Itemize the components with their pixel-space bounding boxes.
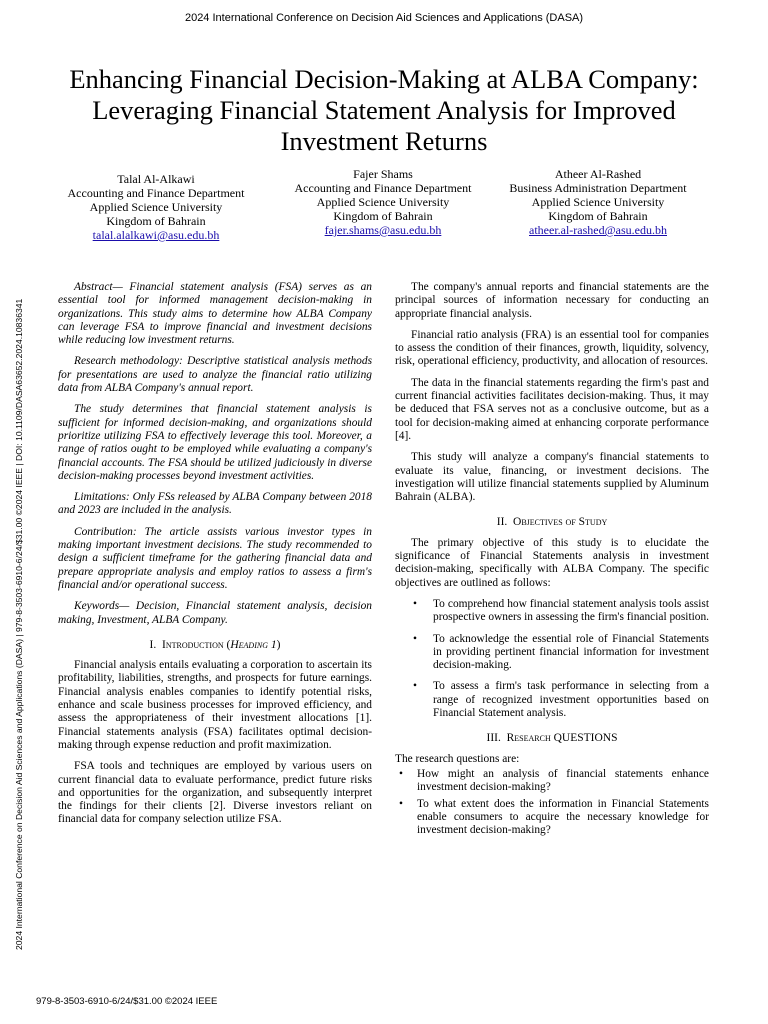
body-paragraph: This study will analyze a company's financial statements to evaluate its value, financing, or investment decisions. The investigation will utilize financial statements supplied by Aluminum Bahrain (ALBA). — [395, 451, 709, 504]
limitations: Limitations: Only FSs released by ALBA Company between 2018 and 2023 are included in the analysis. — [58, 491, 372, 517]
body-paragraph: The company's annual reports and financial statements are the principal sources of information necessary for conducting an appropriate financial analysis. — [395, 281, 709, 320]
author-email-link[interactable]: atheer.al-rashed@asu.edu.bh — [529, 223, 667, 237]
author-univ: Applied Science University — [89, 200, 223, 214]
author-dept: Accounting and Finance Department — [67, 186, 245, 200]
list-item: • To acknowledge the essential role of Financial Statements in providing pertinent financial information for investment decision-making. — [413, 632, 709, 672]
left-column — [58, 281, 372, 835]
section-heading-objectives: II. Objectives of Study — [496, 516, 608, 529]
bullet-icon: • — [413, 632, 417, 645]
body-paragraph: The data in the financial statements regarding the firm's past and current financial activities facilitates decision-making. Thus, it may be deduced that FSA serves not as a conclusive outcome, but as a tool for decision-making aimed at enhancing corporate performance [4]. — [395, 376, 709, 442]
author-country: Kingdom of Bahrain — [333, 209, 433, 223]
author-dept: Business Administration Department — [509, 181, 687, 195]
author-dept: Accounting and Finance Department — [294, 181, 472, 195]
author-univ: Applied Science University — [531, 195, 665, 209]
list-item: • To comprehend how financial statement analysis tools assist prospective owners in assessing the firm's financial position. — [413, 597, 710, 624]
list-item: • To what extent does the information in Financial Statements enable consumers to acquire the necessary knowledge for investment decision-making? — [399, 797, 709, 837]
intro-paragraph: Financial analysis entails evaluating a corporation to ascertain its profitability, liabilities, strengths, and prospects for future earnings. Financial analysis enables companies to identify potential risks, enhance and scale business processes for improved efficiency, and assess the appropriateness of their investment allocations [1]. Financial statements analysis (FSA) facilitates optimal decision-making through expense reduction and profit maximization. — [58, 659, 372, 751]
author-block-1 — [41, 172, 271, 242]
list-item: • How might an analysis of financial statements enhance investment decision-making? — [399, 767, 709, 794]
author-name: Atheer Al-Rashed — [554, 167, 642, 181]
body-paragraph: The primary objective of this study is to elucidate the significance of Financial Statements analysis in investment decision-making, specifically with ALBA Company. The specific objectives are outlined as follows: — [395, 536, 709, 589]
intro-paragraph: FSA tools and techniques are employed by various users on current financial data to evaluate performance, predict future risks and opportunities for the organization, and subsequently interpret the findings for their clients [2]. Diverse investors reliant on financial data for company selection utilize FSA. — [58, 760, 372, 826]
author-country: Kingdom of Bahrain — [548, 209, 648, 223]
right-column — [395, 281, 709, 845]
body-paragraph: Financial ratio analysis (FRA) is an essential tool for companies to assess the condition of their finances, growth, liquidity, solvency, risk, operational efficiency, productivity, and allocation of resources. — [395, 328, 709, 368]
questions-intro: The research questions are: — [395, 752, 520, 765]
keywords: Keywords— Decision, Financial statement analysis, decision making, Investment, ALBA Company. — [58, 600, 372, 626]
questions-list — [395, 768, 709, 837]
contribution: Contribution: The article assists various investor types in making important investment decisions. The study recommended to design a sufficient timeframe for the gathering financial data and prepare appropriate analysis and employ ratios to assess a firm's financial and/or operational success. — [58, 525, 372, 591]
conference-header: 2024 International Conference on Decision Aid Sciences and Applications (DASA) — [184, 12, 584, 24]
author-block-3 — [483, 167, 713, 237]
author-univ: Applied Science University — [316, 195, 450, 209]
abstract: Abstract— Financial statement analysis (FSA) serves as an essential tool for informed management decision-making in organizations. This study aims to determine how ALBA Company can leverage FSA to improve financial and investment decisions while reducing low investment returns. — [58, 281, 372, 347]
bullet-icon: • — [399, 767, 403, 780]
author-block-2 — [268, 167, 498, 237]
author-name: Fajer Shams — [353, 167, 413, 181]
author-country: Kingdom of Bahrain — [106, 214, 206, 228]
objectives-list — [395, 598, 709, 720]
section-heading-introduction: I. Introduction (Heading 1) — [149, 638, 281, 651]
list-item: • To assess a firm's task performance in selecting from a range of recognized investment opportunities based on Financial Statement analysis. — [413, 680, 709, 720]
bullet-icon: • — [413, 680, 417, 693]
author-email-link[interactable]: fajer.shams@asu.edu.bh — [324, 223, 442, 237]
research-methodology: Research methodology: Descriptive statistical analysis methods for presentations are used to analyze the financial ratio utilizing data from ALBA Company's annual report. — [58, 355, 372, 395]
section-heading-research-questions: III. Research QUESTIONS — [486, 732, 618, 745]
bullet-icon: • — [399, 797, 403, 810]
paper-title: Enhancing Financial Decision-Making at ALBA Company: Leveraging Financial Statement Analysis for Improved Investment Returns — [69, 64, 699, 156]
bullet-icon: • — [413, 597, 417, 610]
findings-paragraph: The study determines that financial statement analysis is sufficient for informed decision-making, and organizations should prioritize utilizing FSA to effectively leverage this tool. Moreover, a range of ratios ought to be employed while evaluating a company's financial accounts. The FSA should be utilized judiciously in diverse decision-making processes beyond investment activities. — [58, 403, 372, 482]
author-email-link[interactable]: talal.alalkawi@asu.edu.bh — [92, 228, 220, 242]
author-name: Talal Al-Alkawi — [117, 172, 195, 186]
side-doi-text: 2024 International Conference on Decision Aid Sciences and Applications (DASA) | 979-8-3503-6910-6/24/$31.00 ©2024 IEEE | DOI: 10.1109/DASA63652.2024.10836341 — [14, 298, 24, 950]
footer-copyright: 979-8-3503-6910-6/24/$31.00 ©2024 IEEE — [36, 996, 218, 1007]
